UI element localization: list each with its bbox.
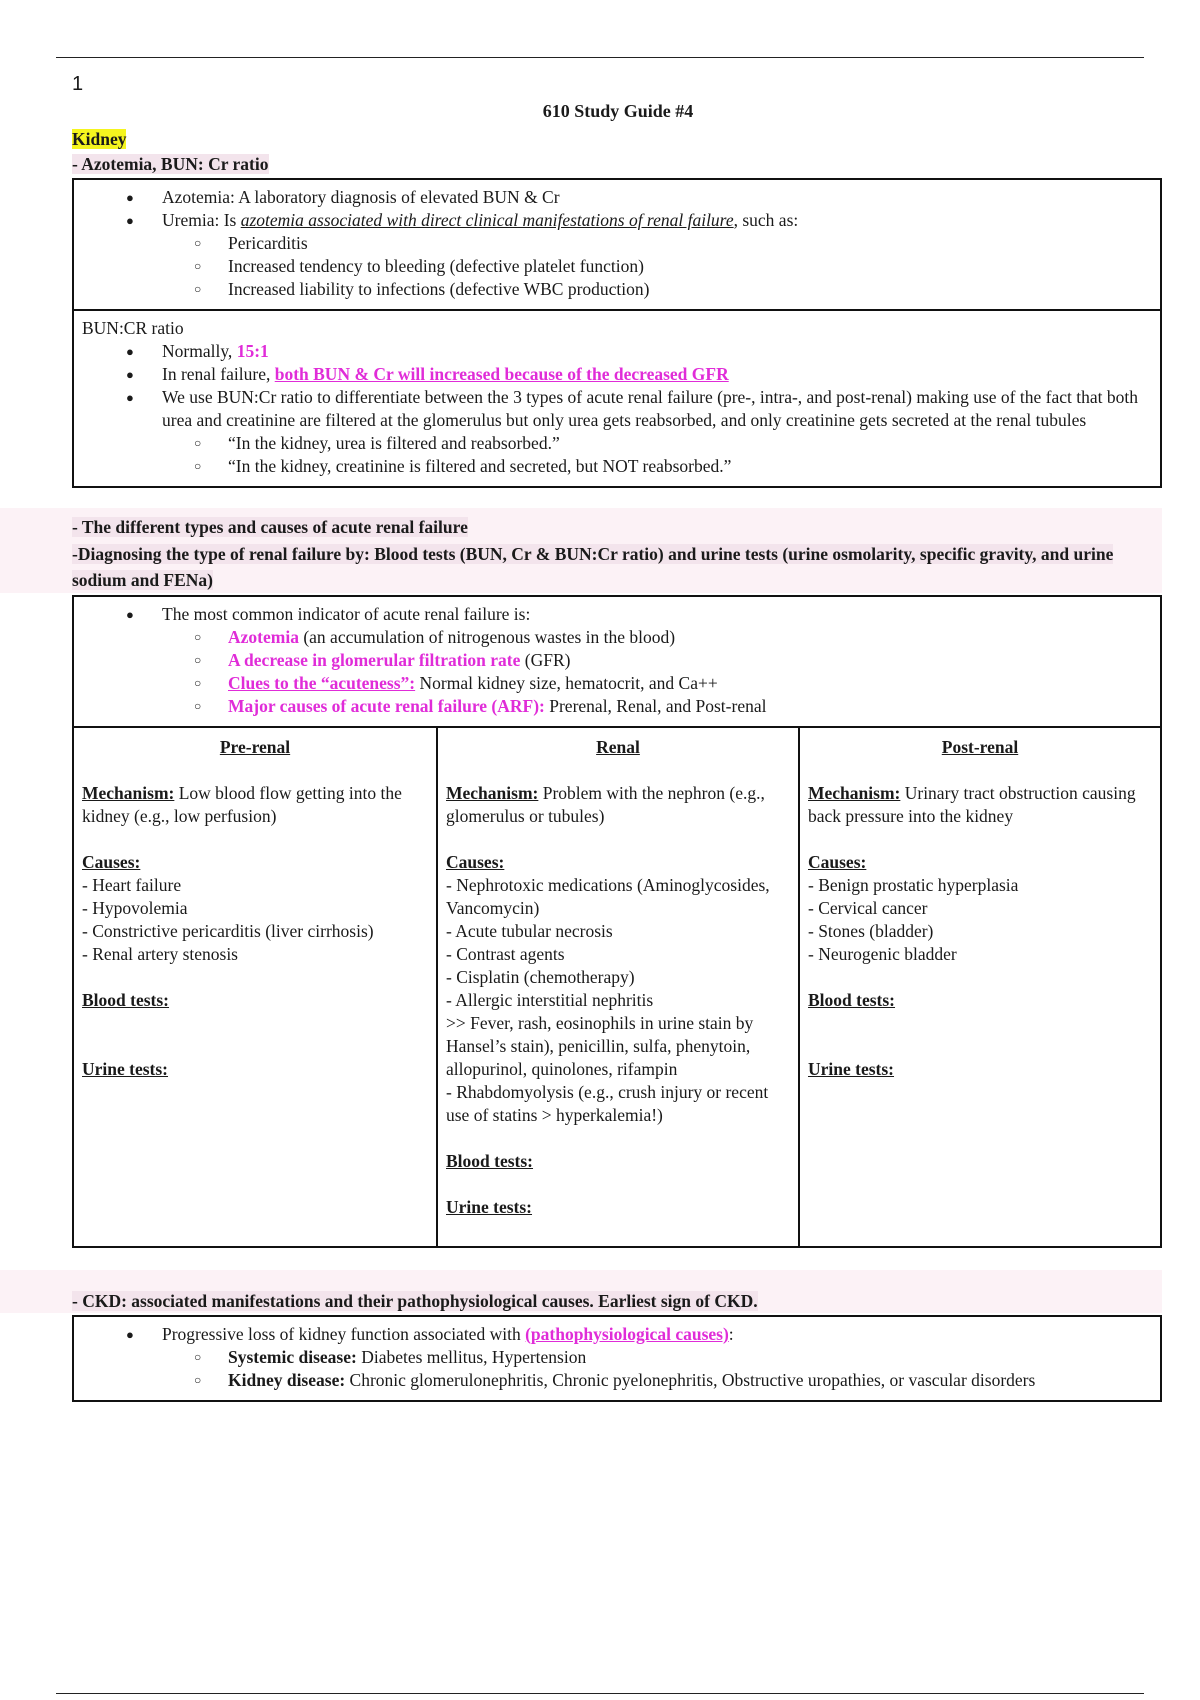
urine-tests-label: Urine tests:	[446, 1197, 533, 1217]
postrenal-column	[798, 728, 1160, 1246]
cause-item: - Rhabdomyolysis (e.g., crush injury or recent use of statins > hyperkalemia!)	[446, 1082, 769, 1125]
arf-box	[72, 595, 1162, 1248]
arf-sublist	[162, 626, 1152, 718]
section2-heading1: - The different types and causes of acute renal failure	[72, 517, 468, 537]
bun-cr-heading: BUN:CR ratio	[82, 318, 184, 338]
mechanism-text: Low blood flow getting into the kidney (e.g., low perfusion)	[82, 783, 402, 826]
ckd-sub-item	[194, 1369, 1152, 1392]
normal-ratio: 15:1	[236, 341, 269, 361]
ckd-highlight: (pathophysiological causes)	[525, 1324, 729, 1344]
causes-label: Causes:	[446, 852, 505, 872]
causes-label: Causes:	[82, 852, 141, 872]
cause-item: - Nephrotoxic medications (Aminoglycosides, Vancomycin)	[446, 875, 770, 918]
quote-item: ○ “In the kidney, urea is filtered and reabsorbed.”	[194, 432, 1152, 455]
bun-cr-usage-bullet	[122, 386, 1152, 478]
arf-sub-item	[194, 649, 1152, 672]
section3-heading-row	[72, 1290, 1162, 1313]
prerenal-mechanism	[82, 782, 428, 828]
section3-heading: - CKD: associated manifestations and their pathophysiological causes. Earliest sign of CKD.	[72, 1291, 758, 1311]
ckd-box	[72, 1315, 1162, 1402]
section1-heading-row	[72, 153, 1162, 176]
renal-mechanism	[446, 782, 790, 828]
cause-item: - Neurogenic bladder	[808, 944, 957, 964]
cause-item: - Heart failure	[82, 875, 182, 895]
renal-column	[436, 728, 798, 1246]
cause-item: - Renal artery stenosis	[82, 944, 238, 964]
normal-prefix: Normally,	[162, 341, 237, 361]
uremia-prefix: Uremia: Is	[162, 210, 241, 230]
bun-cr-ratio-section	[74, 309, 1160, 486]
gfr-highlight: A decrease in glomerular filtration rate	[228, 650, 521, 670]
arf-intro-bullet	[122, 603, 1152, 718]
uremia-suffix: , such as:	[733, 210, 799, 230]
section2-heading2: -Diagnosing the type of renal failure by: Blood tests (BUN, Cr & BUN:Cr ratio) and urine tests (urine osmolarity, specific gravity, and urine sodium and FENa)	[72, 544, 1114, 590]
cause-item: - Contrast agents	[446, 944, 565, 964]
cause-item: - Cisplatin (chemotherapy)	[446, 967, 635, 987]
mechanism-text: Problem with the nephron (e.g., glomerulus or tubules)	[446, 783, 765, 826]
mechanism-label: Mechanism:	[82, 783, 175, 803]
arf-sub-text: (GFR)	[520, 650, 571, 670]
systemic-text: Diabetes mellitus, Hypertension	[356, 1347, 587, 1367]
arf-sub-item	[194, 672, 1152, 695]
uremia-sub-item: ○ Pericarditis	[194, 232, 1152, 255]
arf-types-table	[74, 726, 1160, 1246]
section3-heading-band	[0, 1270, 1162, 1313]
cause-item: - Constrictive pericarditis (liver cirrhosis)	[82, 921, 374, 941]
ckd-suffix: :	[728, 1324, 734, 1344]
uremia-sublist	[162, 232, 1152, 301]
ckd-content	[74, 1317, 1160, 1400]
blood-tests-label: Blood tests:	[808, 990, 896, 1010]
section2-heading-band	[0, 508, 1162, 593]
azotemia-highlight: Azotemia	[228, 627, 299, 647]
section2-heading-row2	[72, 541, 1162, 593]
arf-sub-item	[194, 626, 1152, 649]
cause-item: - Hypovolemia	[82, 898, 188, 918]
section2-heading-row1	[72, 516, 1162, 539]
kidney-disease-text: Chronic glomerulonephritis, Chronic pyelonephritis, Obstructive uropathies, or vascular disorders	[345, 1370, 1036, 1390]
prerenal-title: Pre-renal	[219, 737, 291, 757]
cause-item: - Allergic interstitial nephritis	[446, 990, 654, 1010]
urine-tests-label: Urine tests:	[808, 1059, 895, 1079]
cause-item: - Acute tubular necrosis	[446, 921, 613, 941]
uremia-definition: azotemia associated with direct clinical manifestations of renal failure	[240, 210, 734, 230]
mechanism-label: Mechanism:	[446, 783, 539, 803]
mechanism-label: Mechanism:	[808, 783, 901, 803]
postrenal-title: Post-renal	[941, 737, 1019, 757]
arf-indicators	[74, 597, 1160, 726]
bun-cr-quotes	[162, 432, 1152, 478]
footer-rule	[56, 1693, 1144, 1694]
systemic-label: Systemic disease:	[228, 1347, 357, 1367]
uremia-bullet	[122, 209, 1152, 301]
ckd-list	[82, 1323, 1152, 1392]
causes-highlight: Major causes of acute renal failure (ARF):	[228, 696, 545, 716]
arf-sub-text: (an accumulation of nitrogenous wastes in the blood)	[298, 627, 676, 647]
quote-item: ○ “In the kidney, creatinine is filtered and secreted, but NOT reabsorbed.”	[194, 455, 1152, 478]
renal-title: Renal	[596, 737, 640, 757]
prerenal-column	[74, 728, 436, 1246]
arf-sub-text: Prerenal, Renal, and Post-renal	[544, 696, 767, 716]
header-rule	[56, 57, 1144, 58]
blood-tests-label: Blood tests:	[82, 990, 170, 1010]
azotemia-box	[72, 178, 1162, 488]
bun-cr-usage-text: We use BUN:Cr ratio to differentiate between the 3 types of acute renal failure (pre-, intra-, and post-renal) making use of the fact that both urea and creatinine are filtered at the glomerulus but only urea gets reabsorbed, and only creatinine gets secreted at the renal tubules	[162, 387, 1138, 430]
uremia-sub-item: ○ Increased liability to infections (defective WBC production)	[194, 278, 1152, 301]
urine-tests-label: Urine tests:	[82, 1059, 169, 1079]
cause-item: - Cervical cancer	[808, 898, 928, 918]
azotemia-list	[82, 186, 1152, 301]
causes-label: Causes:	[808, 852, 867, 872]
acuteness-highlight: Clues to the “acuteness”:	[228, 673, 416, 693]
azotemia-definitions	[74, 180, 1160, 309]
renal-failure-bullet	[122, 363, 1152, 386]
ckd-sublist	[162, 1346, 1152, 1392]
bun-cr-normal-bullet	[122, 340, 1152, 363]
cause-item: >> Fever, rash, eosinophils in urine stain by Hansel’s stain), penicillin, sulfa, phenytoin, allopurinol, quinolones, rifampin	[446, 1013, 754, 1079]
page-number: 1	[72, 73, 84, 95]
kidney-disease-label: Kidney disease:	[228, 1370, 346, 1390]
cause-item: - Benign prostatic hyperplasia	[808, 875, 1019, 895]
uremia-sub-item: ○ Increased tendency to bleeding (defective platelet function)	[194, 255, 1152, 278]
arf-sub-text: Normal kidney size, hematocrit, and Ca++	[415, 673, 718, 693]
topic-heading	[72, 128, 1162, 151]
document-body	[72, 128, 1162, 1402]
renal-failure-highlight: both BUN & Cr will increased because of the decreased GFR	[274, 364, 729, 384]
azotemia-text: Azotemia: A laboratory diagnosis of elevated BUN & Cr	[162, 187, 560, 207]
postrenal-mechanism	[808, 782, 1152, 828]
ckd-prefix: Progressive loss of kidney function associated with	[162, 1324, 526, 1344]
cause-item: - Stones (bladder)	[808, 921, 934, 941]
renal-failure-prefix: In renal failure,	[162, 364, 275, 384]
bun-cr-list	[82, 340, 1152, 478]
page-title: 610 Study Guide #4	[542, 101, 694, 121]
ckd-bullet	[122, 1323, 1152, 1392]
topic-label: Kidney	[72, 129, 127, 149]
mechanism-text: Urinary tract obstruction causing back pressure into the kidney	[808, 783, 1136, 826]
arf-sub-item	[194, 695, 1152, 718]
section1-heading: - Azotemia, BUN: Cr ratio	[72, 154, 269, 174]
arf-intro: The most common indicator of acute renal failure is:	[162, 604, 531, 624]
arf-list	[82, 603, 1152, 718]
blood-tests-label: Blood tests:	[446, 1151, 534, 1171]
azotemia-bullet	[122, 186, 1152, 209]
ckd-sub-item	[194, 1346, 1152, 1369]
